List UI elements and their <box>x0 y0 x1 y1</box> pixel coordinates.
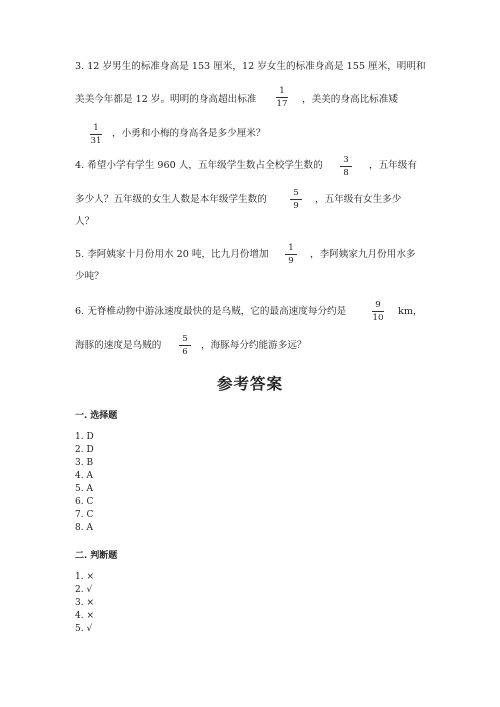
list-item: 5. A <box>75 484 93 494</box>
fraction-bar <box>276 97 288 98</box>
list-item: 1. D <box>75 432 94 442</box>
fraction-denominator: 17 <box>276 99 288 109</box>
fraction-bar <box>340 166 352 167</box>
fraction-denominator: 9 <box>288 256 294 266</box>
q3-fraction-2 <box>89 123 103 146</box>
q4-line2a: 多少人？五年级的女生人数是本年级学生数的 <box>75 194 267 205</box>
fraction-bar <box>372 311 384 312</box>
list-item: 6. C <box>75 497 94 507</box>
q4-fraction-1 <box>339 155 353 178</box>
fraction-numerator: 1 <box>279 86 285 96</box>
list-item: 2. √ <box>75 585 93 595</box>
q4-fraction-2 <box>289 188 303 211</box>
list-item: 2. D <box>75 445 94 455</box>
list-item: 4. A <box>75 471 93 481</box>
fraction-numerator: 3 <box>343 155 349 165</box>
list-item: 4. × <box>75 611 94 621</box>
section-multiple-choice-heading: 一. 选择题 <box>75 411 118 421</box>
fraction-numerator: 5 <box>182 334 188 344</box>
q4-line2b: ，五年级有女生多少 <box>315 194 402 205</box>
fraction-bar <box>290 199 302 200</box>
q6-fraction-1 <box>371 300 385 323</box>
fraction-denominator: 10 <box>372 313 384 323</box>
fraction-numerator: 1 <box>93 123 99 133</box>
q3-line2a: 美美今年都是 12 岁。明明的身高超出标准 <box>75 94 257 105</box>
fraction-numerator: 1 <box>288 243 294 253</box>
fraction-denominator: 9 <box>293 201 299 211</box>
fraction-denominator: 6 <box>182 347 188 357</box>
list-item: 3. B <box>75 458 94 468</box>
fraction-bar <box>179 345 191 346</box>
q4-line1a: 4. 希望小学有学生 960 人，五年级学生数占全校学生数的 <box>75 160 323 171</box>
list-item: 8. A <box>75 523 93 533</box>
q3-fraction-1 <box>275 86 289 109</box>
q6-fraction-2 <box>178 334 192 357</box>
q4-line3: 人？ <box>75 216 95 227</box>
fraction-bar <box>285 254 297 255</box>
q5-line1b: ，李阿姨家九月份用水多 <box>310 249 416 260</box>
fraction-numerator: 5 <box>293 188 299 198</box>
list-item: 5. √ <box>75 624 93 634</box>
fraction-numerator: 9 <box>375 300 381 310</box>
q3-line3: ，小勇和小梅的身高各是多少厘米？ <box>112 128 266 139</box>
list-item: 3. × <box>75 598 94 608</box>
q3-line1: 3. 12 岁男生的标准身高是 153 厘米，12 岁女生的标准身高是 155 厘米，明明和 <box>75 61 426 72</box>
fraction-denominator: 8 <box>343 168 349 178</box>
q6-line2b: ，海豚每分约能游多远？ <box>201 340 307 351</box>
fraction-denominator: 31 <box>90 136 102 146</box>
q5-fraction-1 <box>284 243 298 266</box>
q4-line1b: ，五年级有 <box>369 160 417 171</box>
q3-line2b: ，美美的身高比标准矮 <box>302 94 398 105</box>
section-true-false-heading: 二. 判断题 <box>75 551 118 561</box>
fraction-bar <box>90 134 102 135</box>
q6-line2a: 海豚的速度是乌贼的 <box>75 340 162 351</box>
answer-key-title: 参考答案 <box>216 374 283 393</box>
q5-line1a: 5. 李阿姨家十月份用水 20 吨，比九月份增加 <box>75 249 269 260</box>
list-item: 1. × <box>75 572 94 582</box>
list-item: 7. C <box>75 510 94 520</box>
q5-line2: 少吨？ <box>75 271 104 282</box>
q6-line1b: km， <box>398 306 423 317</box>
q6-line1a: 6. 无脊椎动物中游泳速度最快的是乌贼，它的最高速度每分约是 <box>75 306 347 317</box>
